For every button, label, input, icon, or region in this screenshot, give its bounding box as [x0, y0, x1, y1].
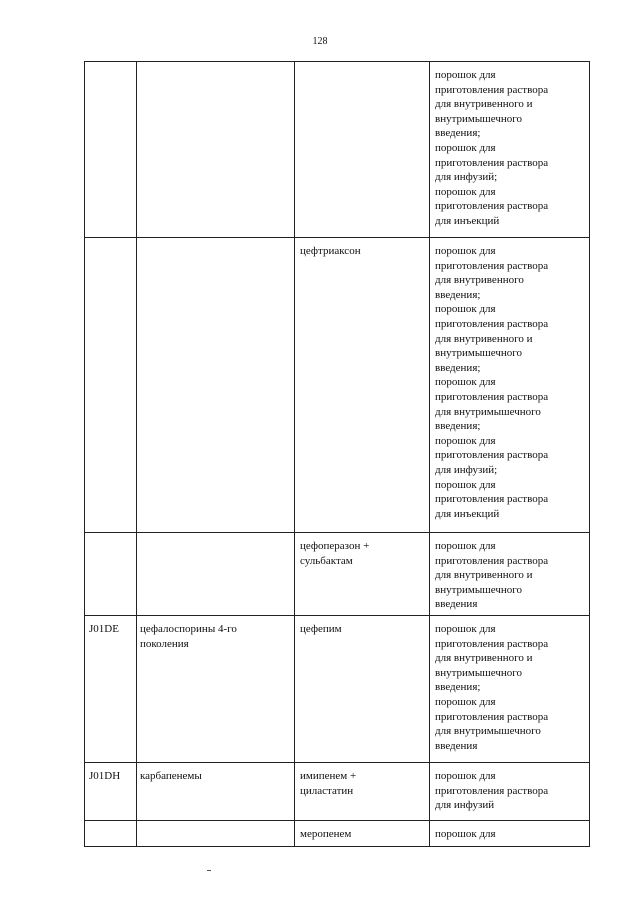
atc-code-cell — [85, 820, 137, 846]
drug-name-cell: имипенем + циластатин — [295, 762, 430, 820]
page-number: 128 — [312, 36, 328, 47]
dosage-form-cell: порошок для приготовления раствора для внутривенного введения; порошок для приготовления раствора для внутривенного и внутримышечного введения; порошок для приготовления раствора для внутримышечного введения; порошок для приготовления раствора для инфузий; порошок для приготовления раствора для инъекций — [430, 238, 590, 533]
atc-code-cell: J01DE — [85, 615, 137, 762]
atc-code-cell — [85, 238, 137, 533]
drug-name-cell — [295, 62, 430, 238]
group-cell: цефалоспорины 4-го поколения — [137, 615, 295, 762]
table-row — [85, 820, 590, 846]
group-cell — [137, 238, 295, 533]
group-cell — [137, 62, 295, 238]
dosage-form-cell: порошок для приготовления раствора для внутривенного и внутримышечного введения; порошок для приготовления раствора для инфузий; порошок для приготовления раствора для инъекций — [430, 62, 590, 238]
dosage-form-cell: порошок для приготовления раствора для внутривенного и внутримышечного введения; порошок для приготовления раствора для внутримышечного введения — [430, 615, 590, 762]
table-row — [85, 615, 590, 762]
atc-code-cell — [85, 533, 137, 616]
dosage-form-cell: порошок для — [430, 820, 590, 846]
drug-name-cell: цефоперазон + сульбактам — [295, 533, 430, 616]
group-cell: карбапенемы — [137, 762, 295, 820]
dosage-form-cell: порошок для приготовления раствора для внутривенного и внутримышечного введения — [430, 533, 590, 616]
drug-table — [84, 61, 590, 847]
drug-name-cell: цефтриаксон — [295, 238, 430, 533]
table-row — [85, 762, 590, 820]
table-row — [85, 238, 590, 533]
table-row — [85, 62, 590, 238]
atc-code-cell: J01DH — [85, 762, 137, 820]
dosage-form-cell: порошок для приготовления раствора для инфузий — [430, 762, 590, 820]
atc-code-cell — [85, 62, 137, 238]
drug-name-cell: цефепим — [295, 615, 430, 762]
drug-name-cell: меропенем — [295, 820, 430, 846]
group-cell — [137, 533, 295, 616]
scan-mark — [207, 870, 211, 871]
table-row — [85, 533, 590, 616]
group-cell — [137, 820, 295, 846]
